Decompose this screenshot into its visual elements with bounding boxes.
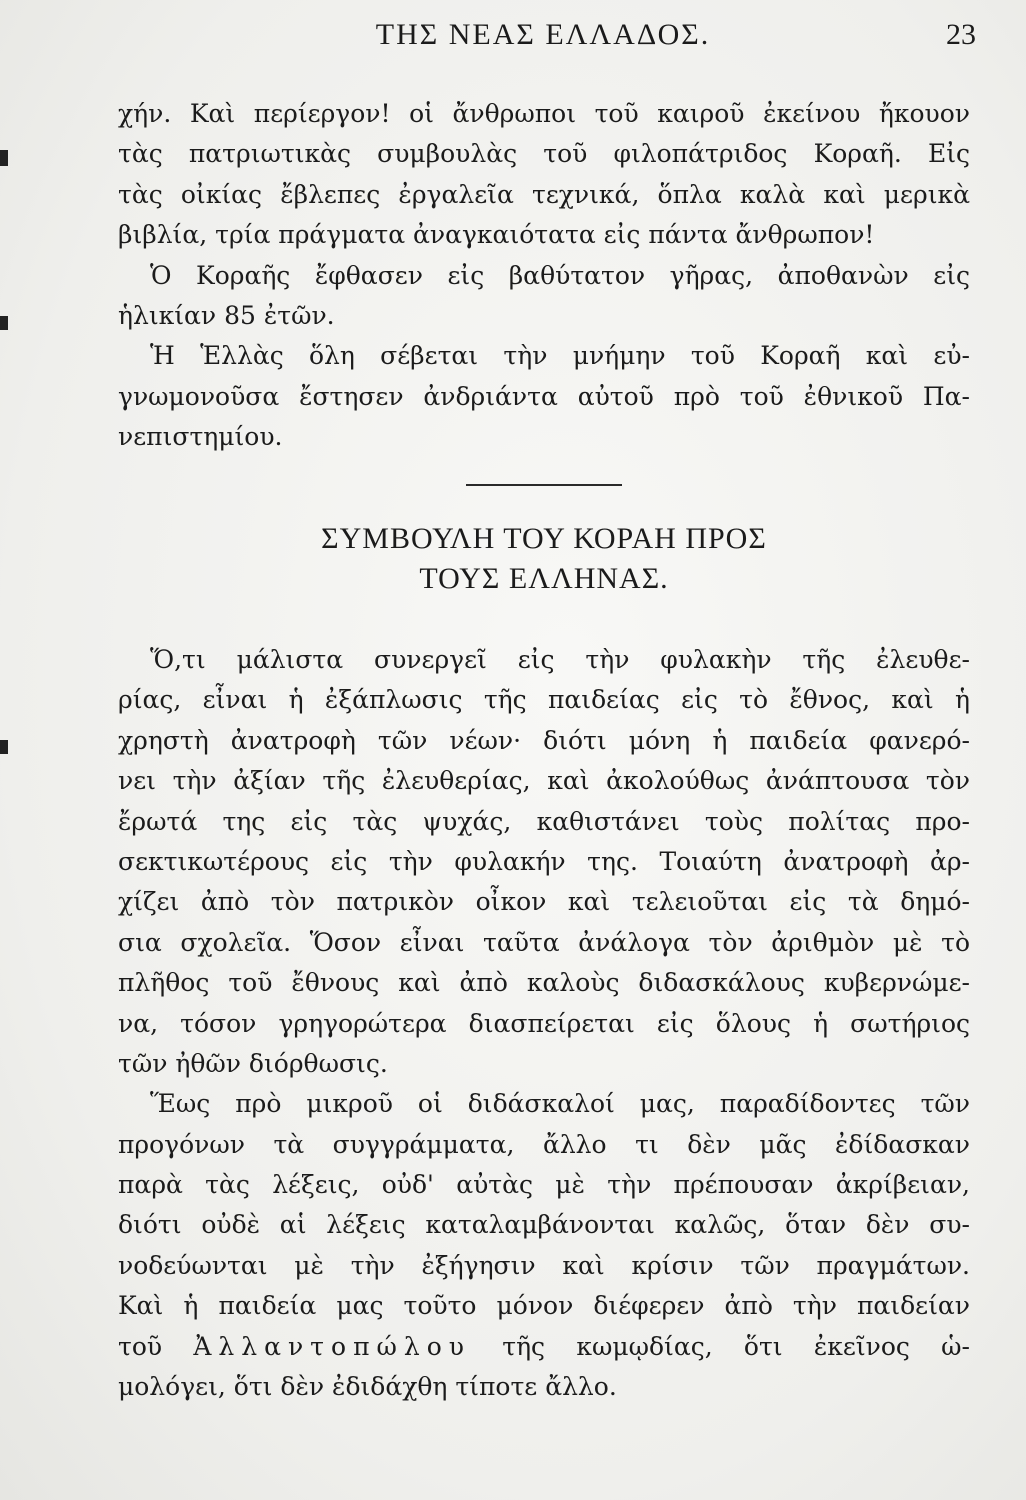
text-line: τὰς πατριωτικὰς συμβουλὰς τοῦ φιλοπάτριδος Κοραῆ. Εἰς (118, 139, 970, 169)
text-line: Ὁ Κοραῆς ἔφθασεν εἰς βαθύτατον γῆρας, ἀποθανὼν εἰς (150, 260, 970, 290)
text-line: Ἕως πρὸ μικροῦ οἱ διδάσκαλοί μας, παραδίδοντες τῶν (150, 1089, 970, 1119)
text-line: να, τόσον γρηγορώτερα διασπείρεται εἰς ὅλους ἡ σωτήριος (118, 1008, 970, 1038)
text-line: χήν. Καὶ περίεργον! οἱ ἄνθρωποι τοῦ καιροῦ ἐκείνου ἤκουον (118, 99, 970, 128)
margin-mark (0, 740, 8, 754)
text-line: βιβλία, τρία πράγματα ἀναγκαιότατα εἰς πάντα ἄνθρωπον! (118, 220, 875, 250)
section-divider (466, 484, 622, 486)
text-line: νεπιστημίου. (118, 422, 283, 452)
text-line: Ἡ Ἑλλὰς ὅλη σέβεται τὴν μνήμην τοῦ Κοραῆ καὶ εὐ- (150, 341, 970, 371)
running-head (100, 18, 986, 68)
section-heading-line-2: ΤΟΥΣ ΕΛΛΗΝΑΣ. (419, 562, 669, 595)
text-line: σια σχολεῖα. Ὅσον εἶναι ταῦτα ἀνάλογα τὸν ἀριθμὸν μὲ τὸ (118, 927, 970, 957)
text-line: νοδεύωνται μὲ τὴν ἐξήγησιν καὶ κρίσιν τῶν πραγμάτων. (118, 1250, 970, 1280)
text-line: Καὶ ἡ παιδεία μας τοῦτο μόνον διέφερεν ἀπὸ τὴν παιδείαν (118, 1291, 970, 1321)
text-line: προγόνων τὰ συγγράμματα, ἄλλο τι δὲν μᾶς ἐδίδασκαν (118, 1129, 970, 1159)
text-fragment: τῆς κωμῳδίας, ὅτι ἐκεῖνος ὡ- (502, 1331, 970, 1361)
text-line: τὰς οἰκίας ἔβλεπες ἐργαλεῖα τεχνικά, ὅπλα καλὰ καὶ μερικὰ (118, 179, 970, 209)
text-line: νει τὴν ἀξίαν τῆς ἐλευθερίας, καὶ ἀκολούθως ἀνάπτουσα τὸν (118, 766, 970, 796)
running-title: ΤΗΣ ΝΕΑΣ ΕΛΛΑΔΟΣ. (375, 18, 711, 51)
paragraph-block-2 (118, 640, 970, 1407)
text-line: γνωμονοῦσα ἔστησεν ἀνδριάντα αὐτοῦ πρὸ τοῦ ἐθνικοῦ Πα- (118, 381, 970, 411)
text-line: τῶν ἠθῶν διόρθωσις. (118, 1048, 388, 1078)
text-line: χίζει ἀπὸ τὸν πατρικὸν οἶκον καὶ τελειοῦται εἰς τὰ δημό- (118, 887, 970, 917)
text-fragment: τοῦ (118, 1331, 163, 1361)
margin-mark (0, 316, 8, 330)
page-number: 23 (946, 18, 976, 51)
text-line: ρίας, εἶναι ἡ ἐξάπλωσις τῆς παιδείας εἰς τὸ ἔθνος, καὶ ἡ (118, 685, 970, 715)
paragraph-block-1 (118, 94, 970, 458)
text-line: σεκτικωτέρους εἰς τὴν φυλακήν της. Τοιαύτη ἀνατροφὴ ἀρ- (118, 846, 970, 876)
section-heading-line-1: ΣΥΜΒΟΥΛΗ ΤΟΥ ΚΟΡΑΗ ΠΡΟΣ (321, 522, 767, 555)
text-line: Ὅ,τι μάλιστα συνεργεῖ εἰς τὴν φυλακὴν τῆς ἐλευθε- (150, 645, 970, 674)
text-line: παρὰ τὰς λέξεις, οὐδ' αὐτὰς μὲ τὴν πρέπουσαν ἀκρίβειαν, (118, 1170, 970, 1200)
text-line: χρηστὴ ἀνατροφὴ τῶν νέων· διότι μόνη ἡ παιδεία φανερό- (118, 725, 970, 755)
text-line: πλῆθος τοῦ ἔθνους καὶ ἀπὸ καλοὺς διδασκάλους κυβερνώμε- (118, 968, 970, 998)
margin-mark (0, 150, 8, 166)
text-line: μολόγει, ὅτι δὲν ἐδιδάχθη τίποτε ἄλλο. (118, 1372, 617, 1402)
text-line: ἡλικίαν 85 ἐτῶν. (118, 300, 335, 330)
text-line: διότι οὐδὲ αἱ λέξεις καταλαμβάνονται καλῶς, ὅταν δὲν συ- (118, 1210, 970, 1240)
text-line: ἔρωτά της εἰς τὰς ψυχάς, καθιστάνει τοὺς πολίτας προ- (118, 806, 970, 836)
text-line (118, 1327, 970, 1367)
spaced-name: Ἀλλαντοπώλου (193, 1331, 471, 1361)
